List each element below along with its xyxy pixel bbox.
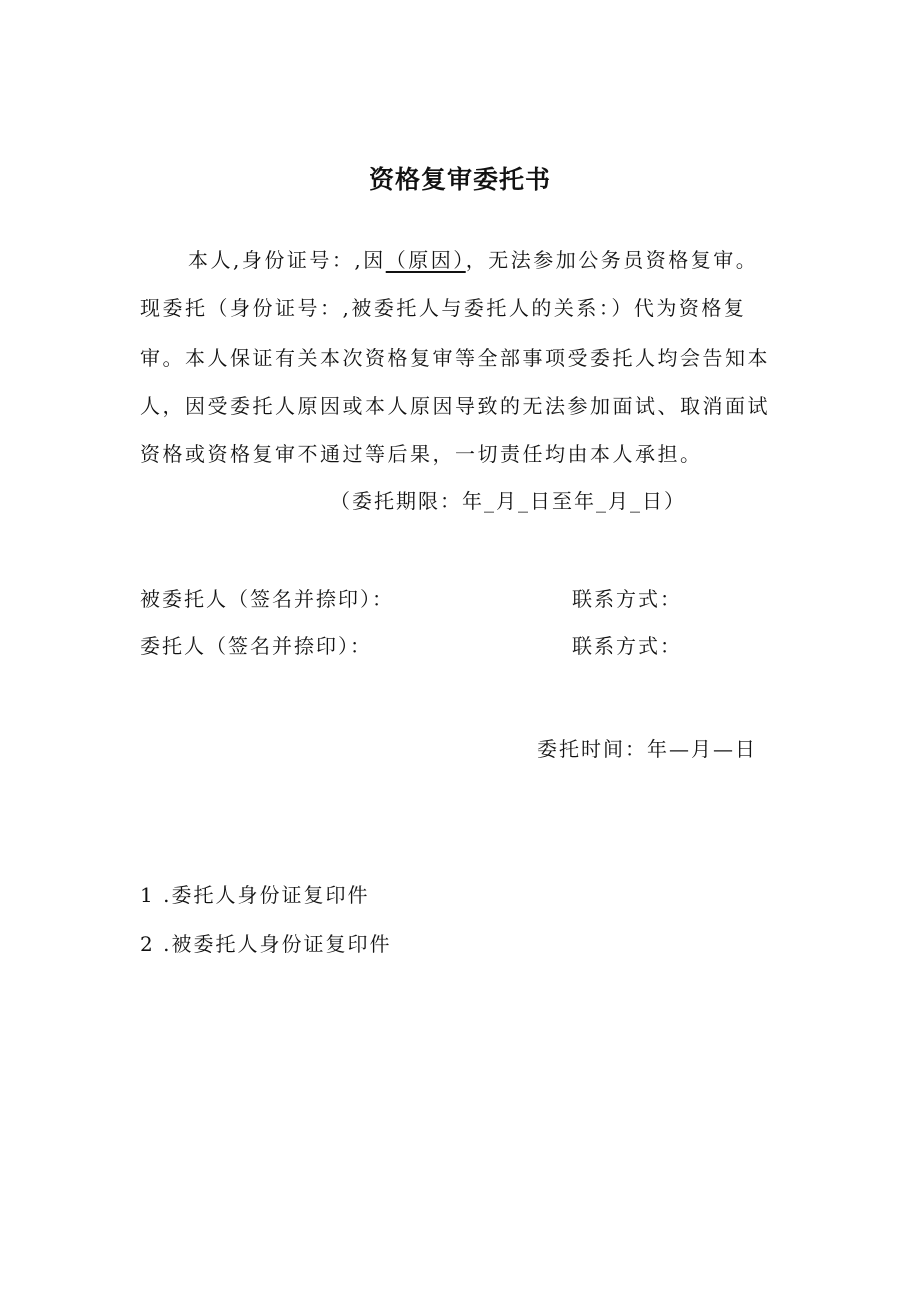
body-line-5: 资格或资格复审不通过等后果，一切责任均由本人承担。 [140, 442, 703, 466]
body-line-1-end: ，无法参加公务员资格复审。 [465, 248, 759, 272]
body-line-4: 人，因受委托人原因或本人原因导致的无法参加面试、取消面试 [140, 394, 770, 418]
body-line-1 [188, 244, 838, 273]
attachment-item-2: 2 .被委托人身份证复印件 [140, 932, 392, 956]
document-title: 资格复审委托书 [368, 165, 551, 194]
entrust-date: 委托时间：年—月—日 [537, 737, 757, 761]
body-line-1-start: 本人,身份证号：,因 [188, 248, 386, 272]
attachment-item-1: 1 .委托人身份证复印件 [140, 883, 370, 907]
entrust-period: （委托期限：年_月_日至年_月_日） [330, 489, 686, 513]
reason-placeholder: （原因） [385, 248, 466, 272]
trustee-signature-label: 被委托人（签名并捺印）： [140, 587, 394, 611]
trustee-contact-label: 联系方式： [572, 587, 682, 611]
body-line-3: 审。本人保证有关本次资格复审等全部事项受委托人均会告知本 [140, 346, 770, 370]
body-line-2: 现委托（身份证号：,被委托人与委托人的关系：）代为资格复 [140, 296, 747, 320]
principal-signature-label: 委托人（签名并捺印）： [140, 634, 372, 658]
principal-contact-label: 联系方式： [572, 634, 682, 658]
